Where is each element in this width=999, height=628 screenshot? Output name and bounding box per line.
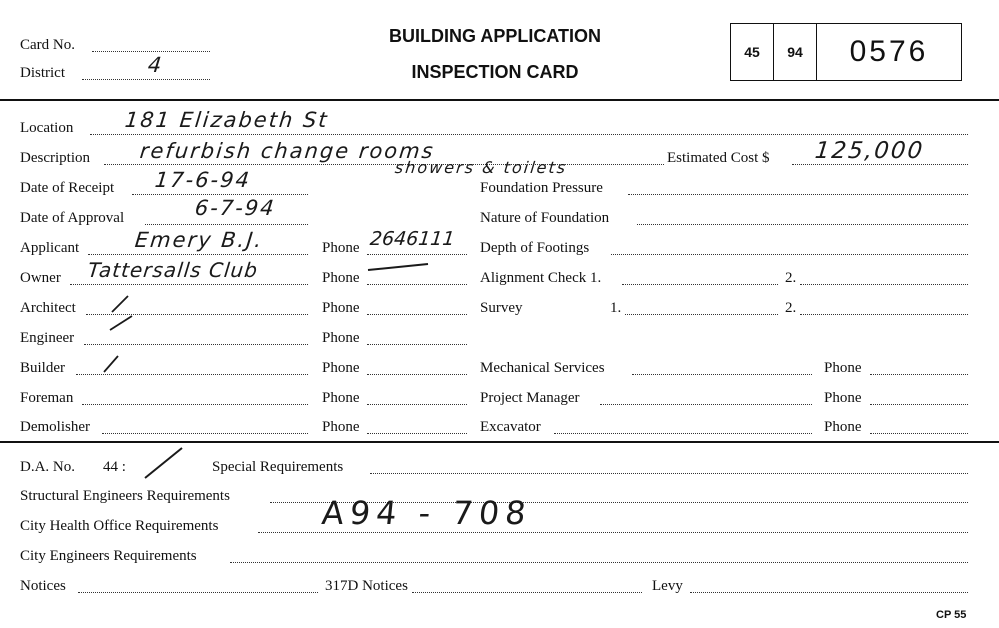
depth-footings-label: Depth of Footings [480,240,590,256]
location-label: Location [20,120,74,136]
health-requirements-label: City Health Office Requirements [20,518,219,534]
alignment-check-label: Alignment Check 1. [480,270,602,286]
description-value-2: showers & toilets [394,158,569,177]
excavator-phone-label: Phone [824,419,862,435]
district-value: 4 [146,53,165,77]
project-manager-phone-field[interactable] [870,404,968,405]
district-label: District [20,65,65,81]
alignment-check-2-field[interactable] [800,284,968,285]
form-title-line1: BUILDING APPLICATION [389,26,601,46]
da-no-strike [145,448,182,478]
survey-2-field[interactable] [800,314,968,315]
structural-requirements-label: Structural Engineers Requirements [20,488,230,504]
excavator-field[interactable] [554,433,812,434]
health-requirements-field[interactable] [258,532,968,533]
date-receipt-value: 17-6-94 [153,168,253,192]
owner-value: Tattersalls Club [86,258,260,282]
project-manager-field[interactable] [600,404,812,405]
foundation-pressure-field[interactable] [628,194,968,195]
engineer-label: Engineer [20,330,75,346]
mechanical-field[interactable] [632,374,812,375]
nature-foundation-field[interactable] [637,224,968,225]
levy-label: Levy [652,578,683,594]
survey-1-field[interactable] [625,314,778,315]
card-no-label: Card No. [20,37,75,53]
card-number: 0576 [849,35,929,68]
notices-317d-label: 317D Notices [325,578,408,594]
notices-label: Notices [20,578,66,594]
applicant-value: Emery B.J. [133,228,265,252]
section-divider-bottom [0,441,999,443]
city-engineers-requirements-label: City Engineers Requirements [20,548,197,564]
alignment-check-2-label: 2. [785,270,797,286]
applicant-phone-value: 2646111 [368,228,456,250]
notices-317d-field[interactable] [412,592,642,593]
owner-phone-strike [368,264,428,270]
city-engineers-requirements-field[interactable] [230,562,968,563]
builder-phone-label: Phone [322,360,360,376]
engineer-phone-label: Phone [322,330,360,346]
excavator-phone-field[interactable] [870,433,968,434]
location-value: 181 Elizabeth St [123,108,330,132]
depth-footings-field[interactable] [611,254,968,255]
estimated-cost-value: 125,000 [813,138,926,164]
notices-field[interactable] [78,592,318,593]
description-label: Description [20,150,90,166]
project-manager-label: Project Manager [480,390,580,406]
box-code-2: 94 [774,24,817,80]
architect-strike [112,296,128,312]
da-no-label: D.A. No. [20,459,75,475]
demolisher-phone-label: Phone [322,419,360,435]
mechanical-phone-label: Phone [824,360,862,376]
description-value: refurbish change rooms [138,139,436,163]
mechanical-phone-field[interactable] [870,374,968,375]
builder-strike [104,356,118,372]
excavator-label: Excavator [480,419,541,435]
form-title-line2: INSPECTION CARD [411,62,579,82]
date-approval-label: Date of Approval [20,210,125,226]
levy-field[interactable] [690,592,968,593]
special-requirements-field[interactable] [370,473,968,474]
builder-label: Builder [20,360,65,376]
box-code-1: 45 [731,24,774,80]
foundation-pressure-label: Foundation Pressure [480,180,603,196]
foreman-phone-label: Phone [322,390,360,406]
owner-label: Owner [20,270,61,286]
architect-label: Architect [20,300,76,316]
project-manager-phone-label: Phone [824,390,862,406]
survey-1-label: 1. [610,300,622,316]
form-code: CP 55 [936,609,967,621]
owner-phone-label: Phone [322,270,360,286]
engineer-strike [110,316,132,330]
demolisher-label: Demolisher [20,419,90,435]
foreman-label: Foreman [20,390,74,406]
da-no-value[interactable]: 44 : [103,459,126,475]
date-receipt-label: Date of Receipt [20,180,115,196]
estimated-cost-label: Estimated Cost $ [667,150,770,166]
health-requirements-value: A94 - 708 [320,494,534,532]
architect-phone-label: Phone [322,300,360,316]
alignment-check-1-field[interactable] [622,284,778,285]
mechanical-label: Mechanical Services [480,360,605,376]
applicant-label: Applicant [20,240,80,256]
date-approval-value: 6-7-94 [193,196,277,220]
survey-label: Survey [480,300,523,316]
applicant-phone-label: Phone [322,240,360,256]
nature-foundation-label: Nature of Foundation [480,210,610,226]
survey-2-label: 2. [785,300,797,316]
special-requirements-label: Special Requirements [212,459,344,475]
